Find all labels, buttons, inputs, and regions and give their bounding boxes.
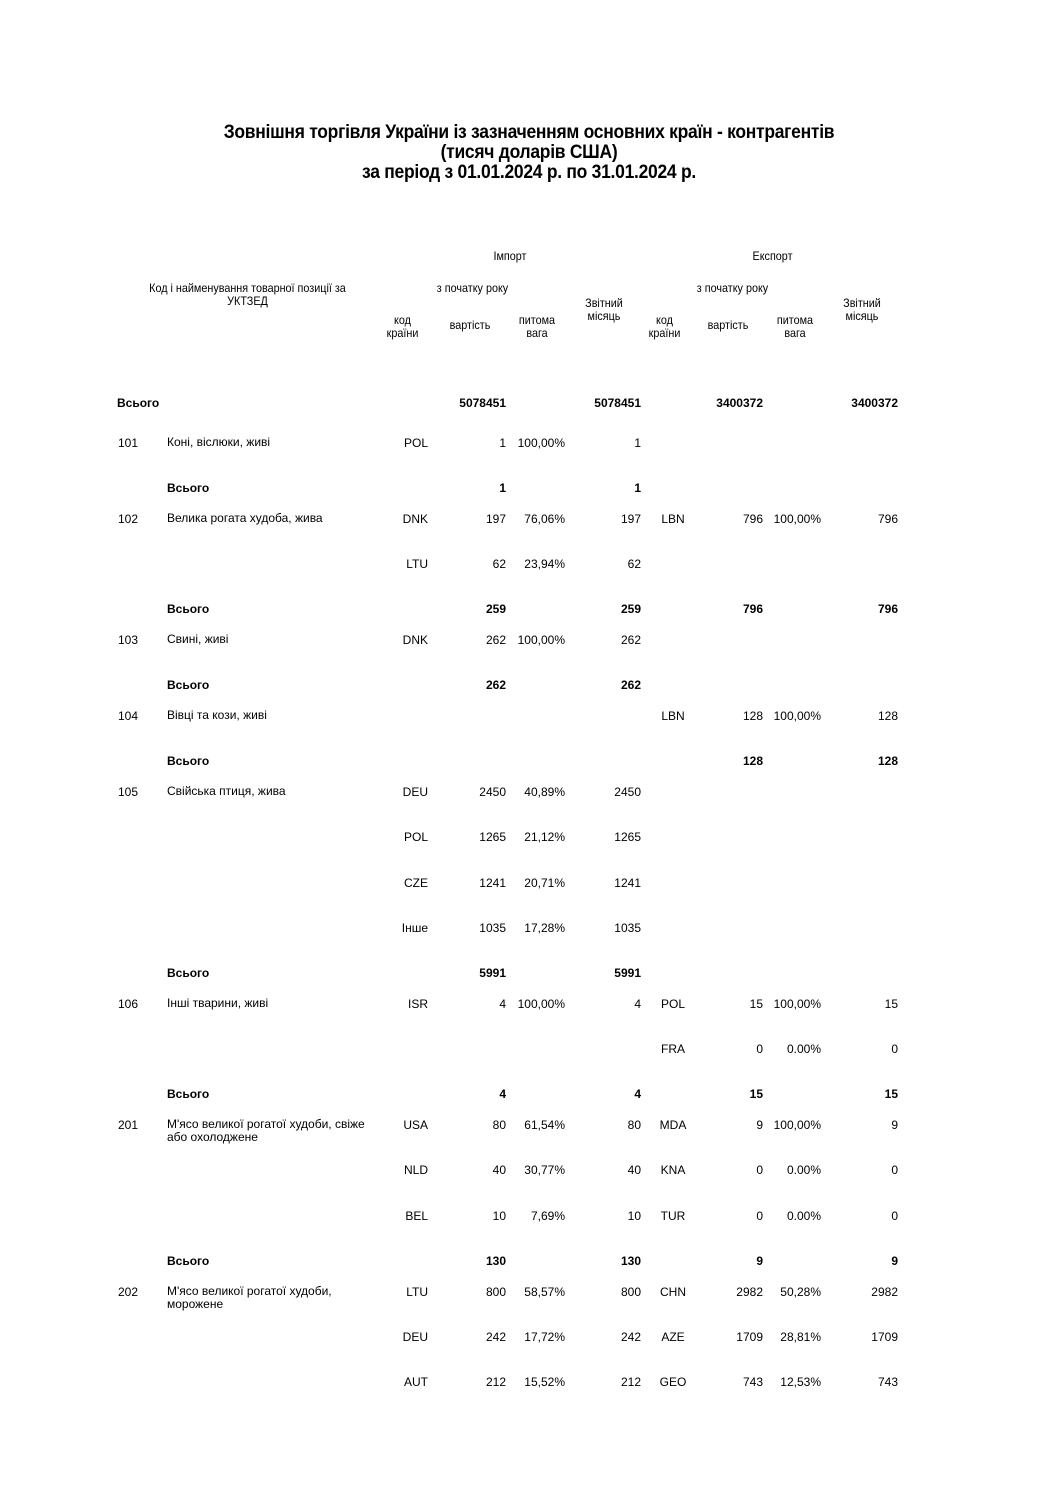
export-value: 2982 [736,1285,763,1299]
import-country-code: ISR [407,997,428,1011]
import-value: 80 [492,1118,506,1132]
import-value: 1 [499,436,506,450]
export-country-code: TUR [660,1209,686,1223]
import-month-value: 197 [620,512,641,526]
group-total-label: Всього [167,966,210,980]
import-country-code: DEU [402,1330,428,1344]
import-month-value: 62 [627,557,641,571]
import-value: 1265 [479,830,506,844]
export-country-code: CHN [660,1285,686,1299]
import-share: 17,28% [524,921,565,935]
export-value: 796 [742,512,763,526]
export-month-value: 0 [891,1042,898,1056]
import-country-code: NLD [403,1163,428,1177]
export-country-code: MDA [659,1118,687,1132]
commodity-name: М'ясо великої рогатої худоби, морожене [167,1284,332,1311]
export-share: 100,00% [773,512,821,526]
import-country-code: USA [403,1118,428,1132]
import-country-code: LTU [406,557,428,571]
commodity-name: Коні, віслюки, живі [167,435,271,449]
export-month-value: 0 [891,1163,898,1177]
group-total-label: Всього [167,1254,210,1268]
export-month-value: 796 [877,512,898,526]
import-share: 100,00% [517,633,565,647]
commodity-code: 101 [118,436,139,450]
import-share: 7,69% [530,1209,565,1223]
import-share: 100,00% [517,436,565,450]
export-country-header: код країни [648,313,681,340]
import-month-value: 1035 [614,921,641,935]
export-month-value: 15 [884,997,898,1011]
group-total-import-month: 262 [620,678,641,692]
export-month-value: 1709 [871,1330,898,1344]
commodity-name: Інші тварини, живі [167,996,269,1010]
import-month-value: 800 [620,1285,641,1299]
import-country-code: CZE [404,876,428,890]
commodity-name: Свині, живі [167,632,229,646]
report-units: (тисяч доларів США) [440,142,618,163]
import-value: 212 [485,1375,506,1389]
commodity-name: Велика рогата худоба, жива [167,511,323,525]
import-value: 1241 [479,876,506,890]
commodity-name: М'ясо великої рогатої худоби, свіже або охолоджене [167,1117,365,1144]
import-month-value: 212 [620,1375,641,1389]
import-share: 100,00% [517,997,565,1011]
import-value: 2450 [479,785,506,799]
export-value: 128 [742,709,763,723]
import-share: 40,89% [524,785,565,799]
import-country-code: DNK [402,633,428,647]
import-country-code: POL [403,830,428,844]
grand-total-import-value: 5078451 [459,396,506,410]
export-share: 0.00% [786,1209,821,1223]
commodity-code: 106 [118,997,139,1011]
export-value: 9 [756,1118,763,1132]
group-total-export-value: 15 [749,1087,763,1101]
group-total-import-value: 262 [485,678,506,692]
grand-total-import-month: 5078451 [594,396,641,410]
commodity-code: 201 [118,1118,139,1132]
commodity-code: 202 [118,1285,139,1299]
export-share: 0.00% [786,1163,821,1177]
import-month-value: 40 [627,1163,641,1177]
import-share: 23,94% [524,557,565,571]
import-country-header: код країни [386,313,419,340]
export-country-code: KNA [660,1163,686,1177]
import-share: 58,57% [524,1285,565,1299]
group-total-import-value: 5991 [479,966,506,980]
group-total-export-month: 128 [877,754,898,768]
import-country-code: BEL [405,1209,428,1223]
group-total-label: Всього [167,754,210,768]
export-value: 0 [756,1042,763,1056]
import-month-value: 80 [627,1118,641,1132]
export-share-header: питома вага [776,313,814,340]
export-value: 743 [742,1375,763,1389]
export-value: 1709 [736,1330,763,1344]
export-value: 0 [756,1163,763,1177]
export-value-header: вартість [707,318,749,332]
import-country-code: AUT [404,1375,428,1389]
commodity-code: 102 [118,512,139,526]
export-header: Експорт [752,249,793,263]
import-month-value: 1 [634,436,641,450]
export-country-code: POL [660,997,685,1011]
export-value: 15 [749,997,763,1011]
group-total-export-month: 9 [891,1254,898,1268]
export-country-code: AZE [661,1330,685,1344]
group-total-import-value: 1 [499,481,506,495]
import-value: 62 [492,557,506,571]
export-month-value: 9 [891,1118,898,1132]
group-total-import-month: 1 [634,481,641,495]
export-country-code: LBN [661,512,685,526]
import-share: 61,54% [524,1118,565,1132]
import-month-value: 242 [620,1330,641,1344]
export-country-code: GEO [659,1375,687,1389]
import-share: 20,71% [524,876,565,890]
commodity-name: Свійська птиця, жива [167,784,286,798]
group-total-import-month: 5991 [614,966,641,980]
export-share: 100,00% [773,997,821,1011]
export-country-code: FRA [661,1042,685,1056]
group-total-import-month: 130 [620,1254,641,1268]
import-value: 800 [485,1285,506,1299]
group-total-export-value: 128 [742,754,763,768]
import-country-code: POL [403,436,428,450]
report-title: Зовнішня торгівля України із зазначенням основних країн - контрагентів [223,122,835,143]
group-total-import-month: 4 [634,1087,641,1101]
group-total-import-value: 130 [485,1254,506,1268]
import-value: 40 [492,1163,506,1177]
import-month-value: 4 [634,997,641,1011]
import-value: 1035 [479,921,506,935]
code-name-header: Код і найменування товарної позиції за УКТЗЕД [149,281,346,308]
import-value: 197 [485,512,506,526]
export-ytd-header: з початку року [696,281,769,295]
import-share: 15,52% [524,1375,565,1389]
group-total-export-value: 9 [756,1254,763,1268]
export-share: 100,00% [773,709,821,723]
export-share: 28,81% [780,1330,821,1344]
grand-total-export-month: 3400372 [851,396,898,410]
export-month-value: 0 [891,1209,898,1223]
import-ytd-header: з початку року [436,281,509,295]
import-value: 4 [499,997,506,1011]
import-share: 21,12% [524,830,565,844]
group-total-label: Всього [167,481,210,495]
grand-total-label: Всього [117,396,160,410]
export-share: 0.00% [786,1042,821,1056]
import-country-code: DEU [402,785,428,799]
commodity-code: 103 [118,633,139,647]
import-country-code: DNK [402,512,428,526]
commodity-code: 105 [118,785,139,799]
import-value: 262 [485,633,506,647]
import-share-header: питома вага [518,313,556,340]
import-country-code: LTU [406,1285,428,1299]
import-share: 30,77% [524,1163,565,1177]
export-month-value: 743 [877,1375,898,1389]
import-value: 10 [492,1209,506,1223]
export-share: 50,28% [780,1285,821,1299]
commodity-name: Вівці та кози, живі [167,708,267,722]
import-share: 76,06% [524,512,565,526]
import-value-header: вартість [449,318,491,332]
group-total-label: Всього [167,602,210,616]
commodity-code: 104 [118,709,139,723]
group-total-label: Всього [167,678,210,692]
import-country-code: Інше [401,921,428,935]
group-total-import-month: 259 [620,602,641,616]
import-month-value: 1241 [614,876,641,890]
import-month-value: 10 [627,1209,641,1223]
export-month-value: 2982 [871,1285,898,1299]
group-total-label: Всього [167,1087,210,1101]
group-total-export-month: 15 [884,1087,898,1101]
export-value: 0 [756,1209,763,1223]
import-month-value: 262 [620,633,641,647]
group-total-import-value: 4 [499,1087,506,1101]
export-share: 12,53% [780,1375,821,1389]
import-share: 17,72% [524,1330,565,1344]
group-total-export-month: 796 [877,602,898,616]
import-header: Імпорт [493,249,527,263]
import-month-header: Звітний місяць [585,296,623,323]
report-period: за період з 01.01.2024 р. по 31.01.2024 р. [362,162,696,183]
export-month-value: 128 [877,709,898,723]
export-share: 100,00% [773,1118,821,1132]
export-month-header: Звітний місяць [843,296,881,323]
grand-total-export-value: 3400372 [716,396,763,410]
group-total-import-value: 259 [485,602,506,616]
group-total-export-value: 796 [742,602,763,616]
export-country-code: LBN [661,709,685,723]
import-month-value: 1265 [614,830,641,844]
import-value: 242 [485,1330,506,1344]
import-month-value: 2450 [614,785,641,799]
